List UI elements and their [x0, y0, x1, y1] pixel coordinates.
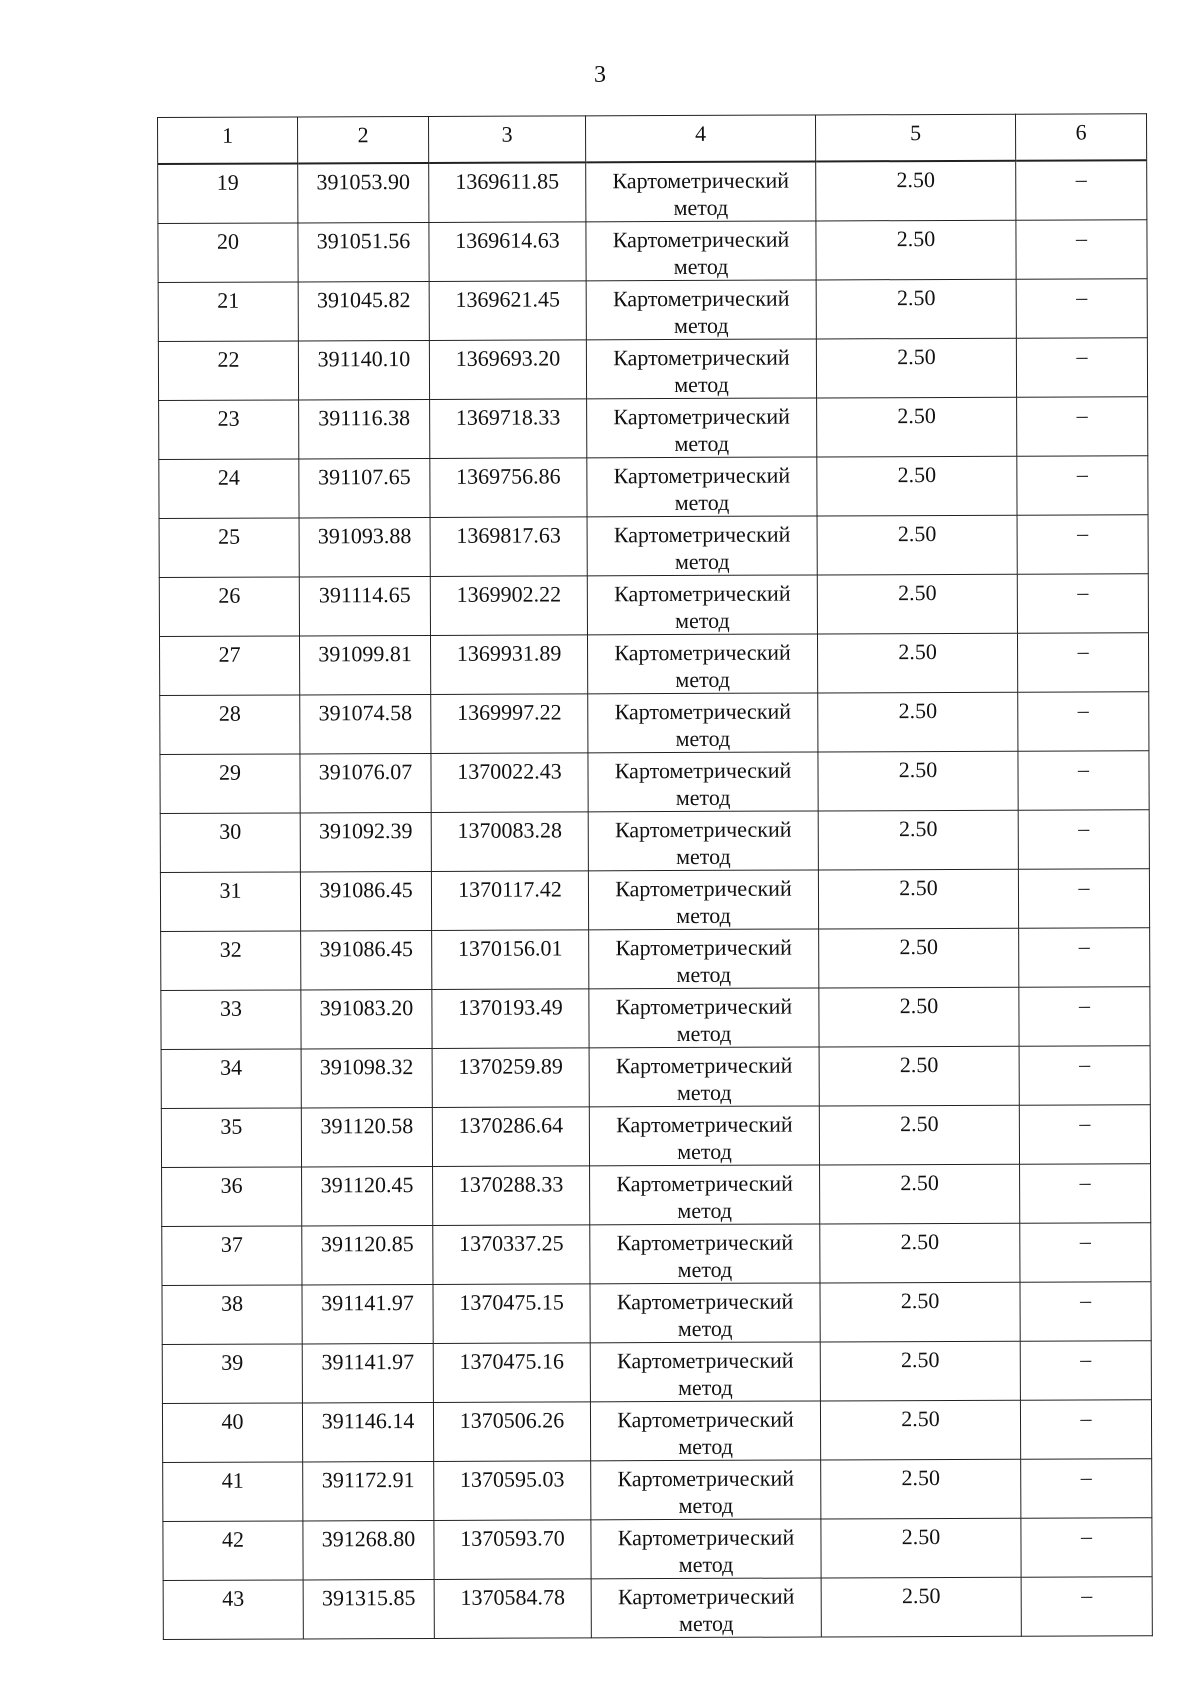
- x-coordinate-cell: 391107.65: [299, 458, 430, 518]
- method-line-2: метод: [678, 1551, 734, 1577]
- method-line-1: Картометрический: [615, 1052, 793, 1078]
- method-line-1: Картометрический: [612, 167, 790, 193]
- note-cell: [1021, 1517, 1152, 1577]
- method-cell: [590, 1164, 820, 1224]
- note-dash: –: [1077, 755, 1090, 781]
- table-row: [162, 1222, 1151, 1285]
- table-row: [162, 1281, 1151, 1344]
- x-coordinate-cell: 391083.20: [301, 989, 432, 1049]
- method-cell: [589, 928, 819, 988]
- method-line-1: Картометрический: [614, 757, 792, 783]
- method-cell: [590, 1282, 820, 1342]
- header-cell-5: 5: [815, 114, 1015, 161]
- note-cell: [1021, 1458, 1152, 1518]
- method-cell: [591, 1459, 821, 1519]
- accuracy-cell: 2.50: [817, 515, 1017, 575]
- accuracy-cell: 2.50: [817, 574, 1017, 634]
- note-dash: –: [1077, 637, 1089, 663]
- point-number-cell: 30: [160, 812, 300, 872]
- note-cell: [1017, 455, 1148, 515]
- note-cell: [1018, 809, 1149, 869]
- x-coordinate-cell: 391053.90: [298, 162, 429, 222]
- method-line-1: Картометрический: [617, 1583, 795, 1609]
- x-coordinate-cell: 391051.56: [298, 222, 429, 282]
- table-row: [161, 927, 1150, 990]
- point-number-cell: 20: [158, 222, 298, 282]
- note-cell: [1019, 1104, 1150, 1164]
- table-row: [162, 1399, 1151, 1462]
- x-coordinate-cell: 391172.91: [303, 1461, 434, 1521]
- method-cell: [587, 574, 817, 634]
- table-row: [161, 1045, 1150, 1108]
- point-number-cell: 28: [160, 694, 300, 754]
- x-coordinate-cell: 391146.14: [302, 1402, 433, 1462]
- accuracy-cell: 2.50: [816, 220, 1016, 280]
- accuracy-cell: 2.50: [820, 1341, 1020, 1401]
- accuracy-cell: 2.50: [821, 1577, 1021, 1637]
- note-dash: –: [1080, 1345, 1092, 1371]
- note-dash: –: [1078, 814, 1090, 840]
- note-dash: –: [1075, 165, 1087, 191]
- header-cell-2: 2: [298, 116, 429, 163]
- note-dash: –: [1078, 932, 1090, 958]
- method-line-1: Картометрический: [616, 1288, 794, 1314]
- note-cell: [1017, 632, 1148, 692]
- x-coordinate-cell: 391120.58: [301, 1107, 432, 1167]
- note-dash: –: [1080, 1522, 1093, 1548]
- x-coordinate-cell: 391076.07: [300, 753, 431, 813]
- method-line-2: метод: [677, 1256, 733, 1282]
- y-coordinate-cell: 1369756.86: [430, 457, 587, 517]
- method-line-2: метод: [676, 1020, 732, 1046]
- note-dash: –: [1075, 224, 1088, 250]
- accuracy-cell: 2.50: [820, 1400, 1020, 1460]
- method-line-2: метод: [674, 548, 730, 574]
- table-row: [163, 1458, 1152, 1521]
- point-number-cell: 19: [158, 163, 298, 223]
- method-cell: [590, 1223, 820, 1283]
- note-dash: –: [1077, 519, 1089, 545]
- table-row: [160, 809, 1149, 872]
- method-cell: [587, 397, 817, 457]
- y-coordinate-cell: 1370475.15: [433, 1283, 590, 1343]
- note-dash: –: [1079, 1050, 1091, 1076]
- accuracy-cell: 2.50: [819, 1105, 1019, 1165]
- table-row: [161, 986, 1150, 1049]
- x-coordinate-cell: 391315.85: [303, 1579, 434, 1639]
- method-line-2: метод: [678, 1433, 733, 1459]
- x-coordinate-cell: 391114.65: [299, 576, 430, 636]
- y-coordinate-cell: 1370584.78: [434, 1578, 591, 1638]
- x-coordinate-cell: 391045.82: [298, 281, 429, 341]
- y-coordinate-cell: 1370288.33: [433, 1165, 590, 1225]
- method-line-1: Картометрический: [615, 934, 792, 960]
- method-line-2: метод: [677, 1315, 733, 1341]
- method-line-1: Картометрический: [617, 1406, 794, 1432]
- y-coordinate-cell: 1370117.42: [431, 870, 588, 930]
- method-line-2: метод: [678, 1610, 734, 1636]
- accuracy-cell: 2.50: [818, 810, 1018, 870]
- x-coordinate-cell: 391268.80: [303, 1520, 434, 1580]
- note-cell: [1018, 868, 1149, 928]
- method-line-1: Картометрический: [615, 993, 793, 1019]
- point-number-cell: 35: [161, 1107, 301, 1167]
- x-coordinate-cell: 391141.97: [302, 1284, 433, 1344]
- point-number-cell: 25: [159, 517, 299, 577]
- point-number-cell: 39: [162, 1343, 302, 1403]
- note-cell: [1017, 514, 1148, 574]
- x-coordinate-cell: 391120.85: [302, 1225, 433, 1285]
- note-cell: [1020, 1281, 1151, 1341]
- table-row: [159, 455, 1148, 518]
- note-cell: [1020, 1340, 1151, 1400]
- note-cell: [1016, 160, 1147, 220]
- method-cell: [588, 869, 818, 929]
- table-row: [161, 1104, 1150, 1167]
- header-cell-1: 1: [158, 117, 298, 164]
- note-dash: –: [1078, 991, 1090, 1017]
- method-cell: [587, 456, 817, 516]
- method-line-1: Картометрический: [617, 1465, 795, 1491]
- method-line-1: Картометрический: [614, 698, 792, 724]
- x-coordinate-cell: 391092.39: [300, 812, 431, 872]
- note-dash: –: [1080, 1404, 1092, 1430]
- method-line-2: метод: [673, 312, 729, 338]
- y-coordinate-cell: 1369931.89: [430, 634, 587, 694]
- note-cell: [1018, 691, 1149, 751]
- note-cell: [1019, 927, 1150, 987]
- method-line-1: Картометрический: [613, 521, 791, 547]
- table-row: [160, 868, 1149, 931]
- method-line-2: метод: [676, 1079, 732, 1105]
- note-cell: [1020, 1163, 1151, 1223]
- method-line-1: Картометрический: [613, 462, 791, 488]
- point-number-cell: 37: [162, 1225, 302, 1285]
- header-cell-4: 4: [585, 115, 815, 162]
- table-header: [158, 114, 1147, 164]
- note-cell: [1020, 1399, 1151, 1459]
- note-dash: –: [1079, 1109, 1091, 1135]
- method-line-1: Картометрический: [614, 639, 791, 665]
- method-cell: [588, 692, 818, 752]
- table-row: [158, 160, 1147, 223]
- accuracy-cell: 2.50: [820, 1164, 1020, 1224]
- y-coordinate-cell: 1370337.25: [433, 1224, 590, 1284]
- method-line-1: Картометрический: [616, 1170, 793, 1196]
- point-number-cell: 29: [160, 753, 300, 813]
- method-cell: [586, 279, 816, 339]
- header-row: [158, 114, 1147, 164]
- x-coordinate-cell: 391074.58: [300, 694, 431, 754]
- method-line-2: метод: [675, 607, 730, 633]
- accuracy-cell: 2.50: [816, 279, 1016, 339]
- note-dash: –: [1080, 1463, 1092, 1489]
- method-cell: [589, 1046, 819, 1106]
- y-coordinate-cell: 1370286.64: [432, 1106, 589, 1166]
- note-cell: [1016, 337, 1147, 397]
- accuracy-cell: 2.50: [820, 1223, 1020, 1283]
- table-row: [159, 632, 1148, 695]
- note-cell: [1017, 396, 1148, 456]
- note-dash: –: [1081, 1581, 1093, 1607]
- y-coordinate-cell: 1370593.70: [434, 1519, 591, 1579]
- y-coordinate-cell: 1370193.49: [432, 988, 589, 1048]
- method-line-2: метод: [678, 1374, 733, 1400]
- method-cell: [588, 751, 818, 811]
- point-number-cell: 24: [159, 458, 299, 518]
- point-number-cell: 21: [158, 281, 298, 341]
- x-coordinate-cell: 391098.32: [301, 1048, 432, 1108]
- table-row: [159, 514, 1148, 577]
- method-cell: [590, 1400, 820, 1460]
- point-number-cell: 23: [159, 399, 299, 459]
- note-dash: –: [1076, 401, 1088, 427]
- method-line-2: метод: [673, 194, 729, 220]
- accuracy-cell: 2.50: [817, 633, 1017, 693]
- method-line-2: метод: [675, 784, 731, 810]
- point-number-cell: 43: [163, 1579, 303, 1639]
- method-cell: [589, 987, 819, 1047]
- note-cell: [1020, 1222, 1151, 1282]
- table-row: [163, 1517, 1152, 1580]
- y-coordinate-cell: 1370506.26: [433, 1401, 590, 1461]
- point-number-cell: 40: [162, 1402, 302, 1462]
- point-number-cell: 26: [159, 576, 299, 636]
- x-coordinate-cell: 391086.45: [300, 871, 431, 931]
- method-cell: [586, 220, 816, 280]
- table-row: [163, 1576, 1152, 1639]
- table-row: [159, 573, 1148, 636]
- note-dash: –: [1077, 696, 1089, 722]
- table-row: [158, 337, 1147, 400]
- method-line-2: метод: [676, 961, 732, 987]
- page-number: 3: [594, 62, 606, 88]
- note-cell: [1019, 1045, 1150, 1105]
- method-line-1: Картометрический: [616, 1347, 794, 1373]
- method-cell: [586, 161, 816, 221]
- y-coordinate-cell: 1370259.89: [432, 1047, 589, 1107]
- accuracy-cell: 2.50: [819, 1046, 1019, 1106]
- note-dash: –: [1076, 283, 1088, 309]
- method-line-1: Картометрический: [616, 1229, 794, 1255]
- method-line-1: Картометрический: [615, 875, 792, 901]
- accuracy-cell: 2.50: [816, 338, 1016, 398]
- method-line-2: метод: [677, 1197, 733, 1223]
- coordinates-table: [157, 113, 1153, 1639]
- method-line-2: метод: [676, 902, 731, 928]
- note-dash: –: [1079, 1227, 1091, 1253]
- point-number-cell: 41: [163, 1461, 303, 1521]
- x-coordinate-cell: 391116.38: [299, 399, 430, 459]
- method-line-1: Картометрический: [614, 580, 791, 606]
- note-dash: –: [1077, 578, 1089, 604]
- table-row: [159, 396, 1148, 459]
- method-line-1: Картометрический: [616, 1111, 793, 1137]
- y-coordinate-cell: 1369902.22: [430, 575, 587, 635]
- accuracy-cell: 2.50: [819, 987, 1019, 1047]
- note-dash: –: [1079, 1286, 1092, 1312]
- x-coordinate-cell: 391120.45: [302, 1166, 433, 1226]
- point-number-cell: 32: [161, 930, 301, 990]
- table-row: [162, 1163, 1151, 1226]
- y-coordinate-cell: 1369614.63: [429, 221, 586, 281]
- table-body: [158, 160, 1153, 1639]
- y-coordinate-cell: 1369693.20: [429, 339, 586, 399]
- point-number-cell: 34: [161, 1048, 301, 1108]
- note-cell: [1019, 986, 1150, 1046]
- method-line-2: метод: [675, 666, 730, 692]
- method-line-2: метод: [673, 253, 729, 279]
- y-coordinate-cell: 1370156.01: [432, 929, 589, 989]
- y-coordinate-cell: 1369621.45: [429, 280, 586, 340]
- y-coordinate-cell: 1370595.03: [434, 1460, 591, 1520]
- y-coordinate-cell: 1370022.43: [431, 752, 588, 812]
- note-cell: [1017, 573, 1148, 633]
- method-line-2: метод: [674, 430, 730, 456]
- method-cell: [591, 1518, 821, 1578]
- table-row: [162, 1340, 1151, 1403]
- method-line-1: Картометрический: [617, 1524, 795, 1550]
- note-dash: –: [1079, 1168, 1091, 1194]
- method-cell: [587, 633, 817, 693]
- y-coordinate-cell: 1369997.22: [431, 693, 588, 753]
- accuracy-cell: 2.50: [817, 397, 1017, 457]
- x-coordinate-cell: 391141.97: [302, 1343, 433, 1403]
- table-row: [160, 691, 1149, 754]
- y-coordinate-cell: 1369718.33: [430, 398, 587, 458]
- accuracy-cell: 2.50: [818, 692, 1018, 752]
- method-cell: [589, 1105, 819, 1165]
- table-row: [158, 278, 1147, 341]
- method-line-2: метод: [674, 371, 729, 397]
- note-dash: –: [1076, 460, 1088, 486]
- point-number-cell: 27: [159, 635, 299, 695]
- method-line-2: метод: [675, 725, 731, 751]
- accuracy-cell: 2.50: [817, 456, 1017, 516]
- x-coordinate-cell: 391093.88: [299, 517, 430, 577]
- accuracy-cell: 2.50: [818, 869, 1018, 929]
- method-line-2: метод: [677, 1138, 732, 1164]
- table-row: [160, 750, 1149, 813]
- note-dash: –: [1078, 873, 1090, 899]
- method-cell: [591, 1577, 821, 1637]
- method-line-2: метод: [678, 1492, 734, 1518]
- note-cell: [1021, 1576, 1152, 1636]
- method-line-1: Картометрический: [612, 285, 790, 311]
- header-cell-3: 3: [428, 116, 585, 163]
- method-line-1: Картометрический: [613, 403, 790, 429]
- method-cell: [588, 810, 818, 870]
- method-line-2: метод: [674, 489, 730, 515]
- y-coordinate-cell: 1370475.16: [433, 1342, 590, 1402]
- y-coordinate-cell: 1369611.85: [429, 162, 586, 222]
- point-number-cell: 42: [163, 1520, 303, 1580]
- accuracy-cell: 2.50: [821, 1518, 1021, 1578]
- accuracy-cell: 2.50: [818, 751, 1018, 811]
- method-line-1: Картометрический: [614, 816, 792, 842]
- header-cell-6: 6: [1015, 114, 1146, 161]
- note-dash: –: [1076, 342, 1088, 368]
- point-number-cell: 33: [161, 989, 301, 1049]
- note-cell: [1016, 219, 1147, 279]
- note-cell: [1018, 750, 1149, 810]
- method-line-2: метод: [675, 843, 731, 869]
- method-cell: [586, 338, 816, 398]
- x-coordinate-cell: 391140.10: [298, 340, 429, 400]
- y-coordinate-cell: 1370083.28: [431, 811, 588, 871]
- point-number-cell: 22: [158, 340, 298, 400]
- accuracy-cell: 2.50: [821, 1459, 1021, 1519]
- method-line-1: Картометрический: [612, 226, 790, 252]
- method-line-1: Картометрический: [613, 344, 790, 370]
- x-coordinate-cell: 391099.81: [299, 635, 430, 695]
- accuracy-cell: 2.50: [819, 928, 1019, 988]
- point-number-cell: 36: [162, 1166, 302, 1226]
- point-number-cell: 38: [162, 1284, 302, 1344]
- accuracy-cell: 2.50: [820, 1282, 1020, 1342]
- table-row: [158, 219, 1147, 282]
- accuracy-cell: 2.50: [816, 160, 1016, 220]
- method-cell: [587, 515, 817, 575]
- point-number-cell: 31: [160, 871, 300, 931]
- note-cell: [1016, 278, 1147, 338]
- method-cell: [590, 1341, 820, 1401]
- y-coordinate-cell: 1369817.63: [430, 516, 587, 576]
- x-coordinate-cell: 391086.45: [301, 930, 432, 990]
